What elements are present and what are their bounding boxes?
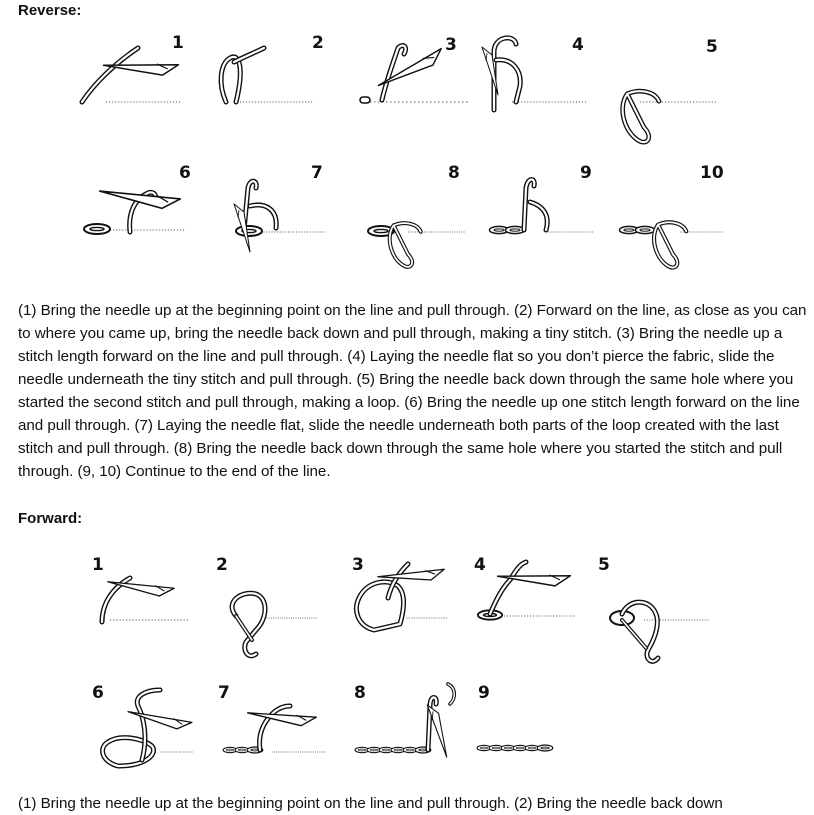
forward-step-5-illustration xyxy=(604,596,714,670)
forward-step-label: 5 xyxy=(598,555,610,575)
reverse-step-2-illustration xyxy=(210,40,320,114)
reverse-step-label: 1 xyxy=(172,33,184,53)
reverse-step-10-illustration xyxy=(618,212,730,278)
forward-step-label: 4 xyxy=(474,555,486,575)
forward-step-3-illustration xyxy=(352,552,452,638)
forward-step-9-illustration xyxy=(476,738,566,760)
forward-step-label: 2 xyxy=(216,555,228,575)
reverse-step-8-illustration xyxy=(360,214,472,278)
reverse-step-label: 2 xyxy=(312,33,324,53)
reverse-step-label: 8 xyxy=(448,163,460,183)
reverse-step-label: 6 xyxy=(179,163,191,183)
forward-step-8-illustration xyxy=(352,682,464,764)
forward-step-label: 1 xyxy=(92,555,104,575)
reverse-step-1-illustration xyxy=(76,34,186,114)
reverse-step-9-illustration xyxy=(488,172,600,252)
reverse-heading: Reverse: xyxy=(18,2,82,19)
reverse-step-label: 7 xyxy=(311,163,323,183)
forward-step-4-illustration xyxy=(476,556,580,628)
reverse-step-7-illustration xyxy=(218,176,330,260)
reverse-instructions: (1) Bring the needle up at the beginning point on the line and pull through. (2) Forward on the line, as close as you can to where you came up, bring the needle back down and pull through, making a tiny stitch. (3) Bring the needle up a stitch length forward on the line and pull through. (4) Laying the needle flat so you don’t pierce the fabric, slide the needle underneath the tiny stitch and pull through. (5) Bring the needle back down through the same hole where you started the second stitch and pull through, making a loop. (6) Bring the needle up one stitch length forward on the line and pull through. (7) Laying the needle flat, slide the needle underneath both parts of the loop created with the last stitch and pull through. (8) Bring the needle back down through the same hole where you started the stitch and pull through. (9, 10) Continue to the end of the line. xyxy=(18,302,807,480)
forward-step-label: 7 xyxy=(218,683,230,703)
forward-step-label: 3 xyxy=(352,555,364,575)
reverse-step-4-illustration xyxy=(482,30,594,114)
forward-step-label: 8 xyxy=(354,683,366,703)
forward-step-6-illustration xyxy=(98,686,198,772)
forward-step-2-illustration xyxy=(222,590,322,670)
reverse-step-label: 9 xyxy=(580,163,592,183)
forward-step-label: 9 xyxy=(478,683,490,703)
forward-instructions: (1) Bring the needle up at the beginning point on the line and pull through. (2) Bring the needle back down xyxy=(18,795,723,812)
reverse-step-label: 10 xyxy=(700,163,724,183)
reverse-step-5-illustration xyxy=(614,84,724,158)
forward-step-label: 6 xyxy=(92,683,104,703)
reverse-step-3-illustration xyxy=(358,35,478,114)
forward-step-7-illustration xyxy=(220,700,330,764)
reverse-step-label: 3 xyxy=(445,35,457,55)
reverse-step-label: 5 xyxy=(706,37,718,57)
reverse-step-6-illustration xyxy=(82,170,192,240)
reverse-step-label: 4 xyxy=(572,35,584,55)
forward-step-1-illustration xyxy=(98,570,194,628)
forward-heading: Forward: xyxy=(18,510,83,527)
